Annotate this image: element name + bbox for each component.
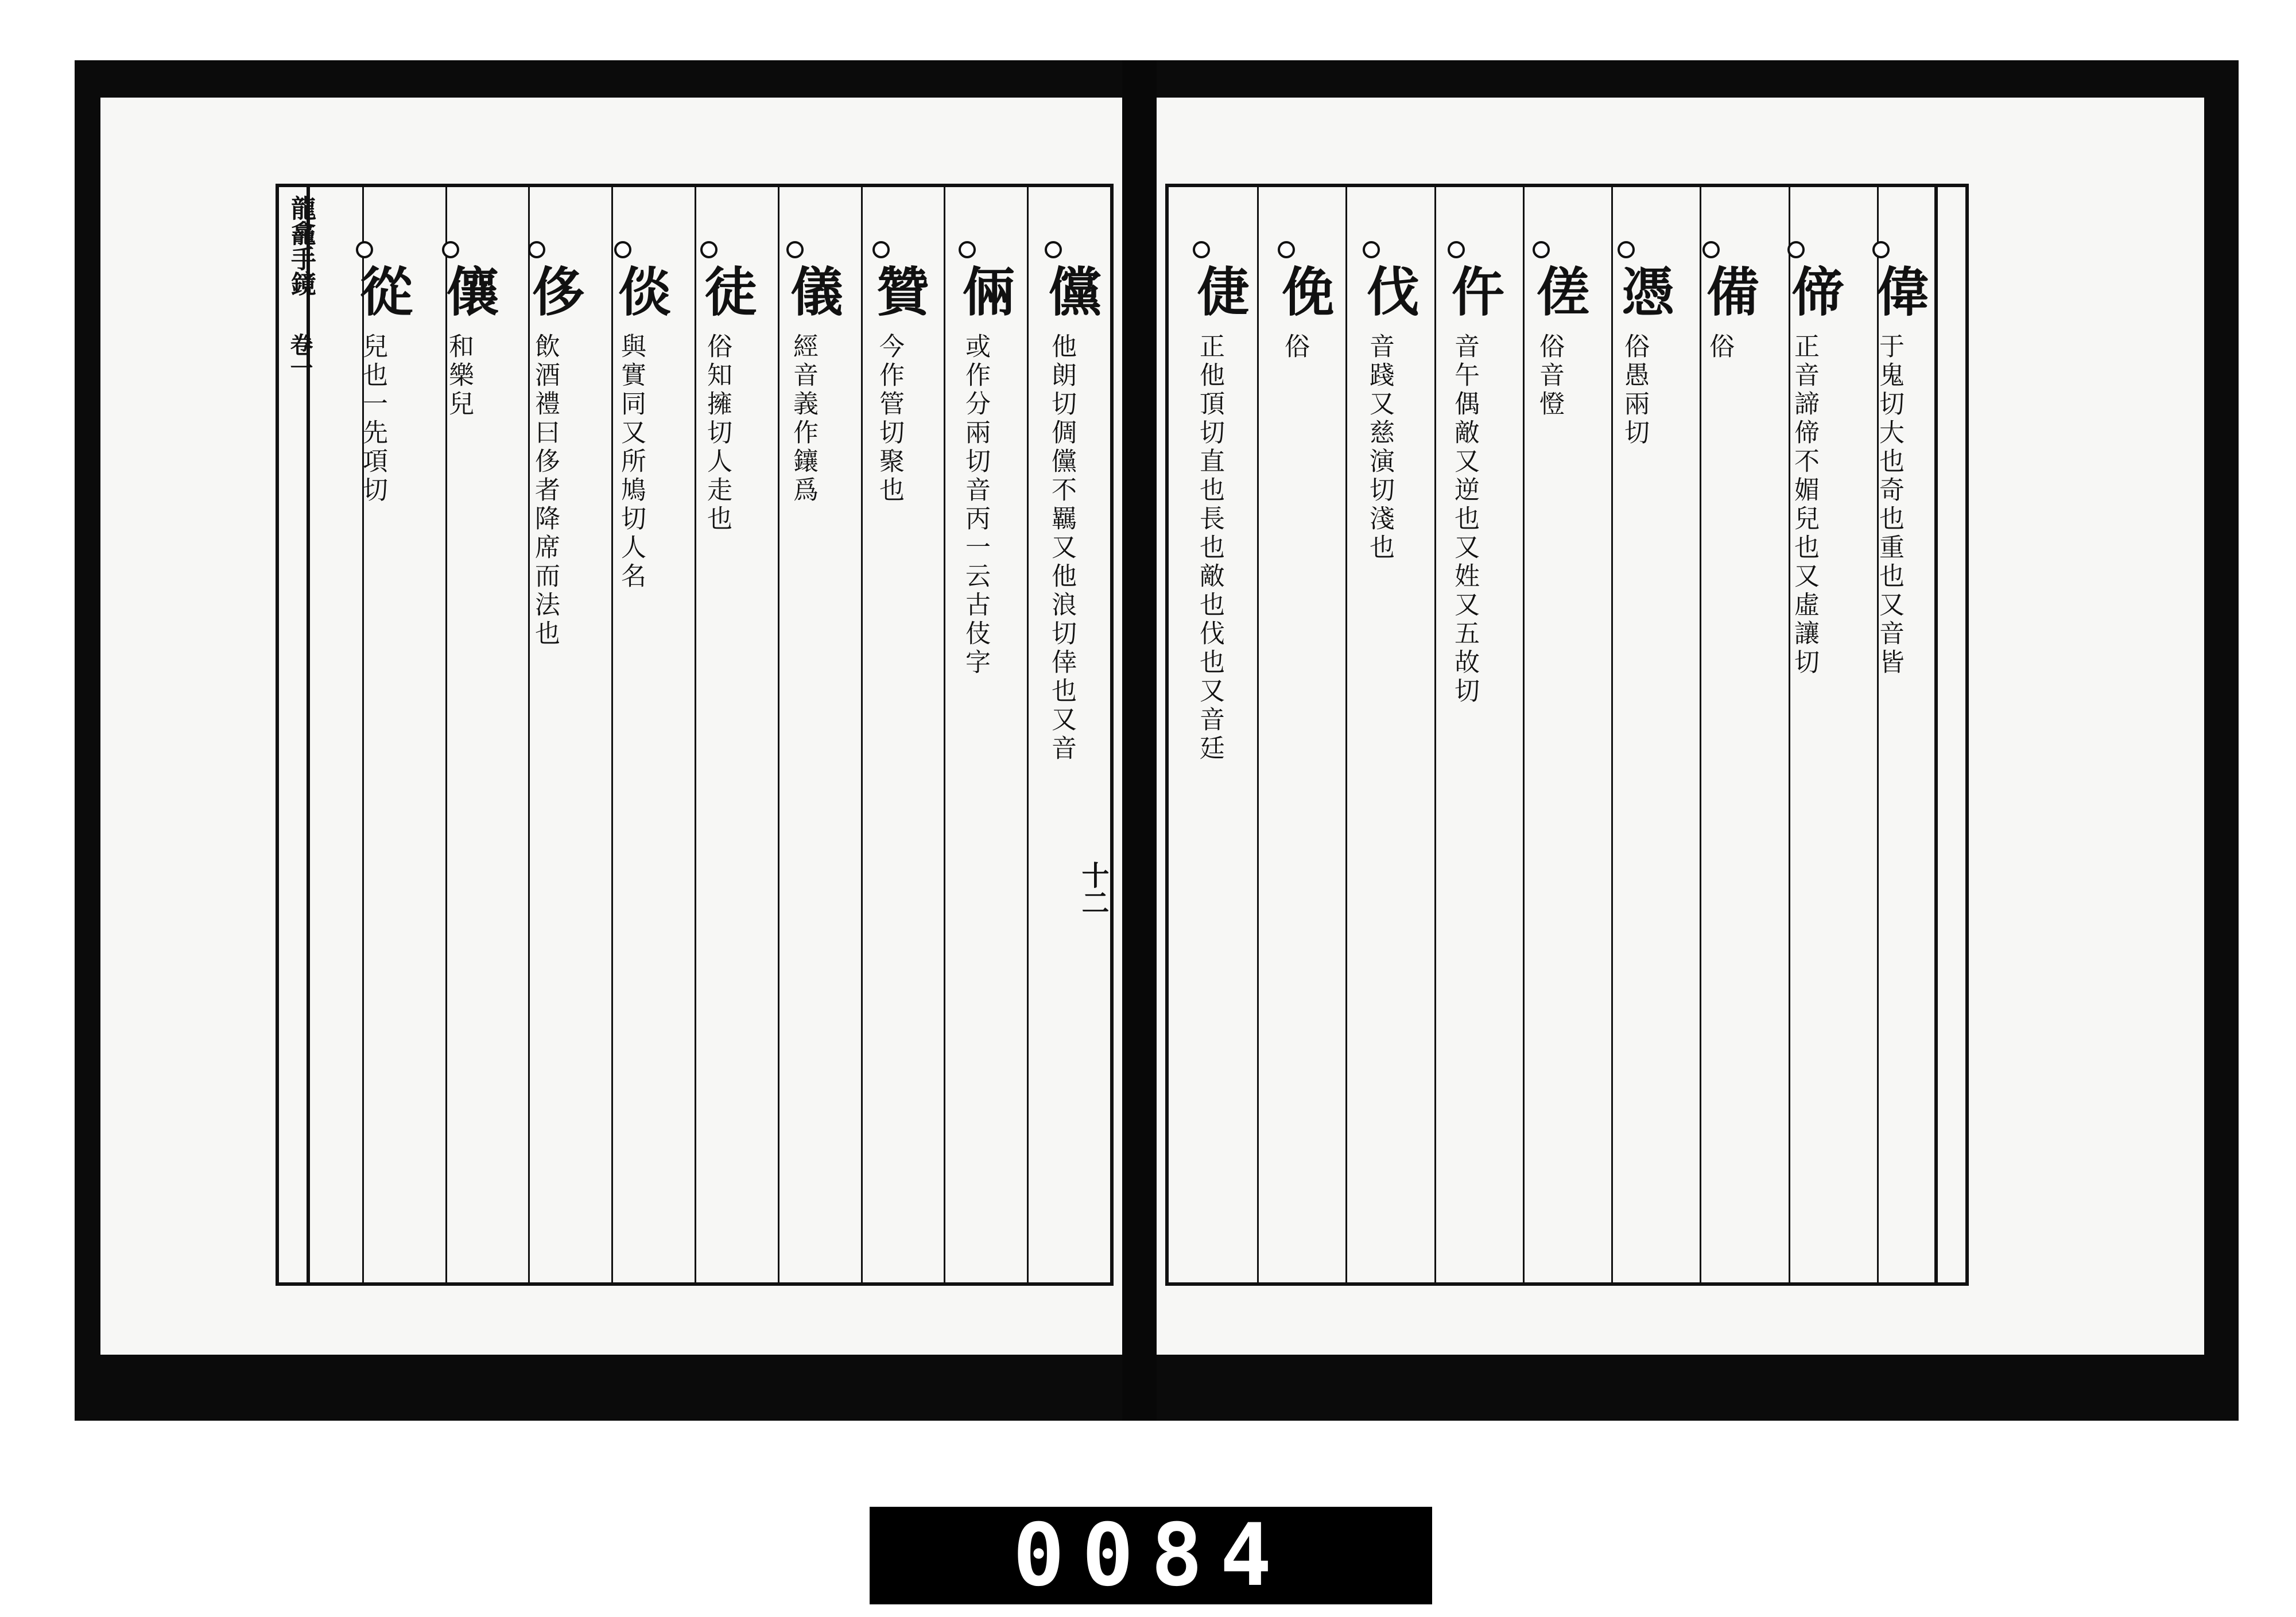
column-rule [778, 187, 779, 1282]
entry-circle-mark [1193, 241, 1210, 258]
entry-circle-mark [1618, 241, 1635, 258]
entry-gloss: 音午偶敵又逆也又姓又五故切 [1450, 333, 1479, 706]
entry-circle-mark [442, 241, 459, 258]
entry-headword: 儴 [437, 264, 499, 320]
left-page-margin-band [276, 184, 316, 1286]
entry-gloss: 和樂兒 [444, 333, 474, 419]
entry-gloss: 俗 [1705, 333, 1734, 362]
entry-gloss: 俗愚兩切 [1620, 333, 1649, 448]
archive-stamp [870, 1507, 1432, 1604]
entry-circle-mark [1278, 241, 1295, 258]
column-rule [944, 187, 945, 1282]
column-rule [1345, 187, 1347, 1282]
entry-headword: 儀 [782, 264, 844, 320]
book-gutter [1122, 60, 1157, 1421]
column-rule [1611, 187, 1613, 1282]
margin-title-label: 龍龕手鏡 [286, 195, 316, 296]
entry-circle-mark [1872, 241, 1890, 258]
entry-headword: 偙 [1783, 264, 1845, 320]
entry-circle-mark [1702, 241, 1720, 258]
entry-headword: 倆 [954, 264, 1016, 320]
entry-circle-mark [614, 241, 631, 258]
entry-circle-mark [872, 241, 890, 258]
column-rule [1700, 187, 1701, 1282]
entry-gloss: 兒也一先項切 [358, 333, 387, 505]
entry-gloss: 正音諦偙不媚兒也又虛讓切 [1790, 333, 1819, 677]
column-rule [1027, 187, 1029, 1282]
entry-gloss: 與實同又所鳩切人名 [616, 333, 646, 591]
entry-gloss: 今作管切聚也 [875, 333, 904, 505]
entry-headword: 贊 [868, 264, 930, 320]
column-rule [1257, 187, 1259, 1282]
entry-headword: 徒 [696, 264, 758, 320]
entry-headword: 備 [1698, 264, 1760, 320]
entry-circle-mark [1533, 241, 1550, 258]
entry-gloss: 他朗切倜儻不羈又他浪切倖也又音 [1047, 333, 1076, 763]
margin-juan-label: 卷一 [286, 333, 313, 379]
entry-gloss: 俗知擁切人走也 [703, 333, 732, 534]
entry-headword: 侈 [523, 264, 585, 320]
entry-headword: 伐 [1358, 264, 1420, 320]
entry-gloss: 經音義作鑲爲 [789, 333, 818, 505]
entry-circle-mark [528, 241, 545, 258]
entry-circle-mark [959, 241, 976, 258]
right-page-margin-band [1934, 184, 1969, 1286]
entry-headword: 傞 [1528, 264, 1590, 320]
entry-headword: 倢 [1188, 264, 1250, 320]
entry-circle-mark [700, 241, 718, 258]
entry-gloss: 俗 [1280, 333, 1309, 362]
entry-headword: 仵 [1443, 264, 1505, 320]
column-rule [861, 187, 863, 1282]
entry-circle-mark [1787, 241, 1805, 258]
entry-gloss: 音踐又慈演切淺也 [1365, 333, 1394, 563]
page-number-label: 十二 [1077, 861, 1109, 916]
entry-circle-mark [786, 241, 804, 258]
entry-headword: 從 [351, 264, 413, 320]
entry-gloss: 俗音憕 [1535, 333, 1564, 419]
entry-circle-mark [356, 241, 373, 258]
entry-gloss: 飲酒禮曰侈者降席而法也 [530, 333, 560, 649]
archive-stamp-number: 0084 [1013, 1506, 1289, 1606]
entry-circle-mark [1363, 241, 1380, 258]
entry-headword: 倓 [610, 264, 672, 320]
entry-headword: 偉 [1868, 264, 1930, 320]
entry-headword: 儻 [1040, 264, 1102, 320]
entry-gloss: 于鬼切大也奇也重也又音皆 [1875, 333, 1904, 677]
column-rule [611, 187, 613, 1282]
entry-gloss: 正他頂切直也長也敵也伐也又音廷 [1195, 333, 1224, 763]
column-rule [1434, 187, 1436, 1282]
column-rule [695, 187, 696, 1282]
entry-circle-mark [1045, 241, 1062, 258]
entry-gloss: 或作分兩切音丙一云古伎字 [961, 333, 990, 677]
entry-headword: 俛 [1273, 264, 1335, 320]
entry-headword: 憑 [1613, 264, 1675, 320]
column-rule [1523, 187, 1525, 1282]
entry-circle-mark [1448, 241, 1465, 258]
